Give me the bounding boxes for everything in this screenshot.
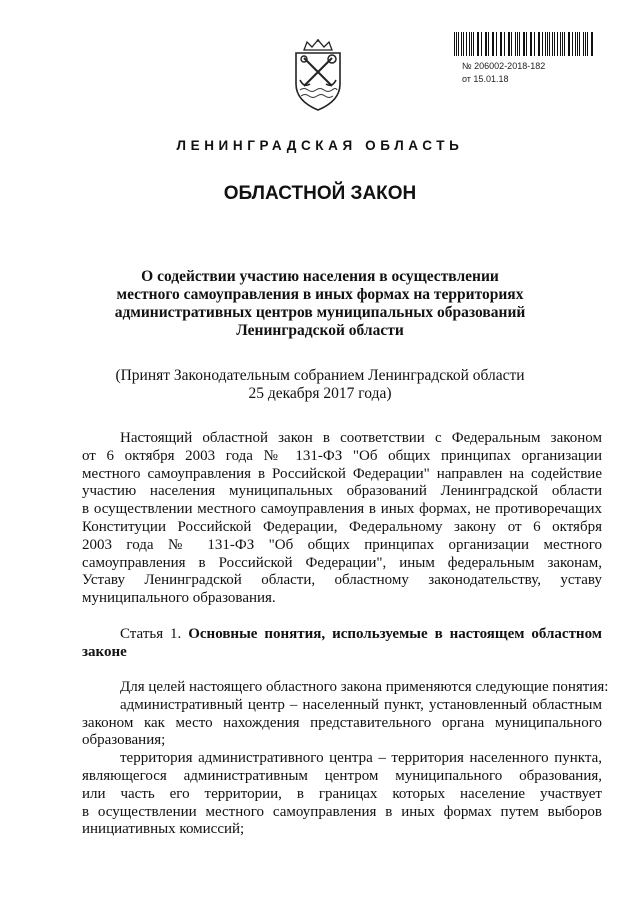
text-line: законом как место нахождения представительного органа муниципального <box>82 714 602 731</box>
adoption-note-line: 25 декабря 2017 года) <box>248 385 392 402</box>
text-line: муниципального образования. <box>82 590 276 607</box>
region-heading: ЛЕНИНГРАДСКАЯ ОБЛАСТЬ <box>176 138 464 153</box>
barcode-bar <box>583 32 584 56</box>
law-title-line: О содействии участию населения в осуществлении <box>141 268 499 285</box>
barcode-bar <box>545 32 546 56</box>
barcode-bar <box>554 32 555 56</box>
barcode-bar <box>569 32 570 56</box>
barcode-bar <box>473 32 474 56</box>
text-line: в осуществлении местного самоуправления в иных формах, не противоречащих <box>82 501 602 518</box>
text-line: от 6 октября 2003 года № 131-ФЗ "Об общих принципах организации <box>82 447 602 464</box>
barcode-bar <box>552 32 553 56</box>
barcode-bar <box>562 32 563 56</box>
text-line: Настоящий областной закон в соответствии с Федеральным законом <box>120 430 602 446</box>
text-line: являющегося административным центром муниципального образования, <box>82 767 602 784</box>
barcode-bar <box>454 32 455 56</box>
barcode <box>454 32 594 56</box>
text-line: участию населения муниципальных образований Ленинградской области <box>82 483 602 500</box>
article-heading <box>82 626 602 662</box>
barcode-bar <box>538 32 539 56</box>
coat-of-arms-emblem <box>289 38 347 112</box>
barcode-bar <box>461 32 462 56</box>
definitions-paragraph <box>82 679 609 839</box>
adoption-note <box>80 367 560 403</box>
barcode-bar <box>526 32 527 56</box>
text-line: образования; <box>82 732 166 749</box>
text-line: Для целей настоящего областного закона применяются следующие понятия: <box>120 679 609 695</box>
barcode-bar <box>575 32 576 56</box>
text-line: административный центр – населенный пункт, установленный областным <box>120 696 602 713</box>
law-title <box>100 268 540 340</box>
law-title-line: Ленинградской области <box>236 322 404 339</box>
preamble-paragraph <box>82 430 602 608</box>
barcode-bar <box>478 32 479 56</box>
barcode-bar <box>463 32 464 56</box>
registration-date: от 15.01.18 <box>462 74 509 84</box>
article-heading-line <box>82 626 602 644</box>
barcode-bar <box>488 32 489 56</box>
barcode-bar <box>534 32 535 56</box>
text-line: территория административного центра – территория населенного пункта, <box>120 750 602 767</box>
text-line: или часть его территории, в границах которых население участвует <box>82 785 602 802</box>
law-title-line: местного самоуправления в иных формах на территориях <box>116 286 524 303</box>
barcode-bar <box>504 32 505 56</box>
text-line: инициативных комиссий; <box>82 821 245 838</box>
barcode-bar <box>519 32 520 56</box>
article-name: Основные понятия, используемые в настоящем областном <box>188 626 603 642</box>
text-line: Конституции Российской Федерации, Федеральному закону от 6 октября <box>82 518 602 535</box>
barcode-bar <box>515 32 516 56</box>
barcode-bar <box>587 32 588 56</box>
article-number: Статья 1. <box>120 626 182 642</box>
barcode-bar <box>481 32 482 56</box>
article-name-continued: законе <box>82 643 127 660</box>
barcode-bar <box>496 32 497 56</box>
barcode-bar <box>501 32 502 56</box>
document-type-heading: ОБЛАСТНОЙ ЗАКОН <box>223 183 417 204</box>
registration-number: № 206002-2018-182 <box>462 61 546 71</box>
text-line: самоуправления в Российской Федерации", иным федеральным законам, <box>82 554 602 571</box>
adoption-note-line: (Принят Законодательным собранием Ленинградской области <box>115 367 525 384</box>
text-line: в осуществлении местного самоуправления в иных формах путем выборов <box>82 803 602 820</box>
text-line: Уставу Ленинградской области, областному законодательству, уставу <box>82 572 602 589</box>
law-title-line: административных центров муниципальных образований <box>114 304 526 321</box>
registration-block <box>462 60 545 86</box>
text-line: 2003 года № 131-ФЗ "Об общих принципах организации местного <box>82 536 602 553</box>
text-line: местного самоуправления в Российской Федерации" направлен на содействие <box>82 465 602 482</box>
